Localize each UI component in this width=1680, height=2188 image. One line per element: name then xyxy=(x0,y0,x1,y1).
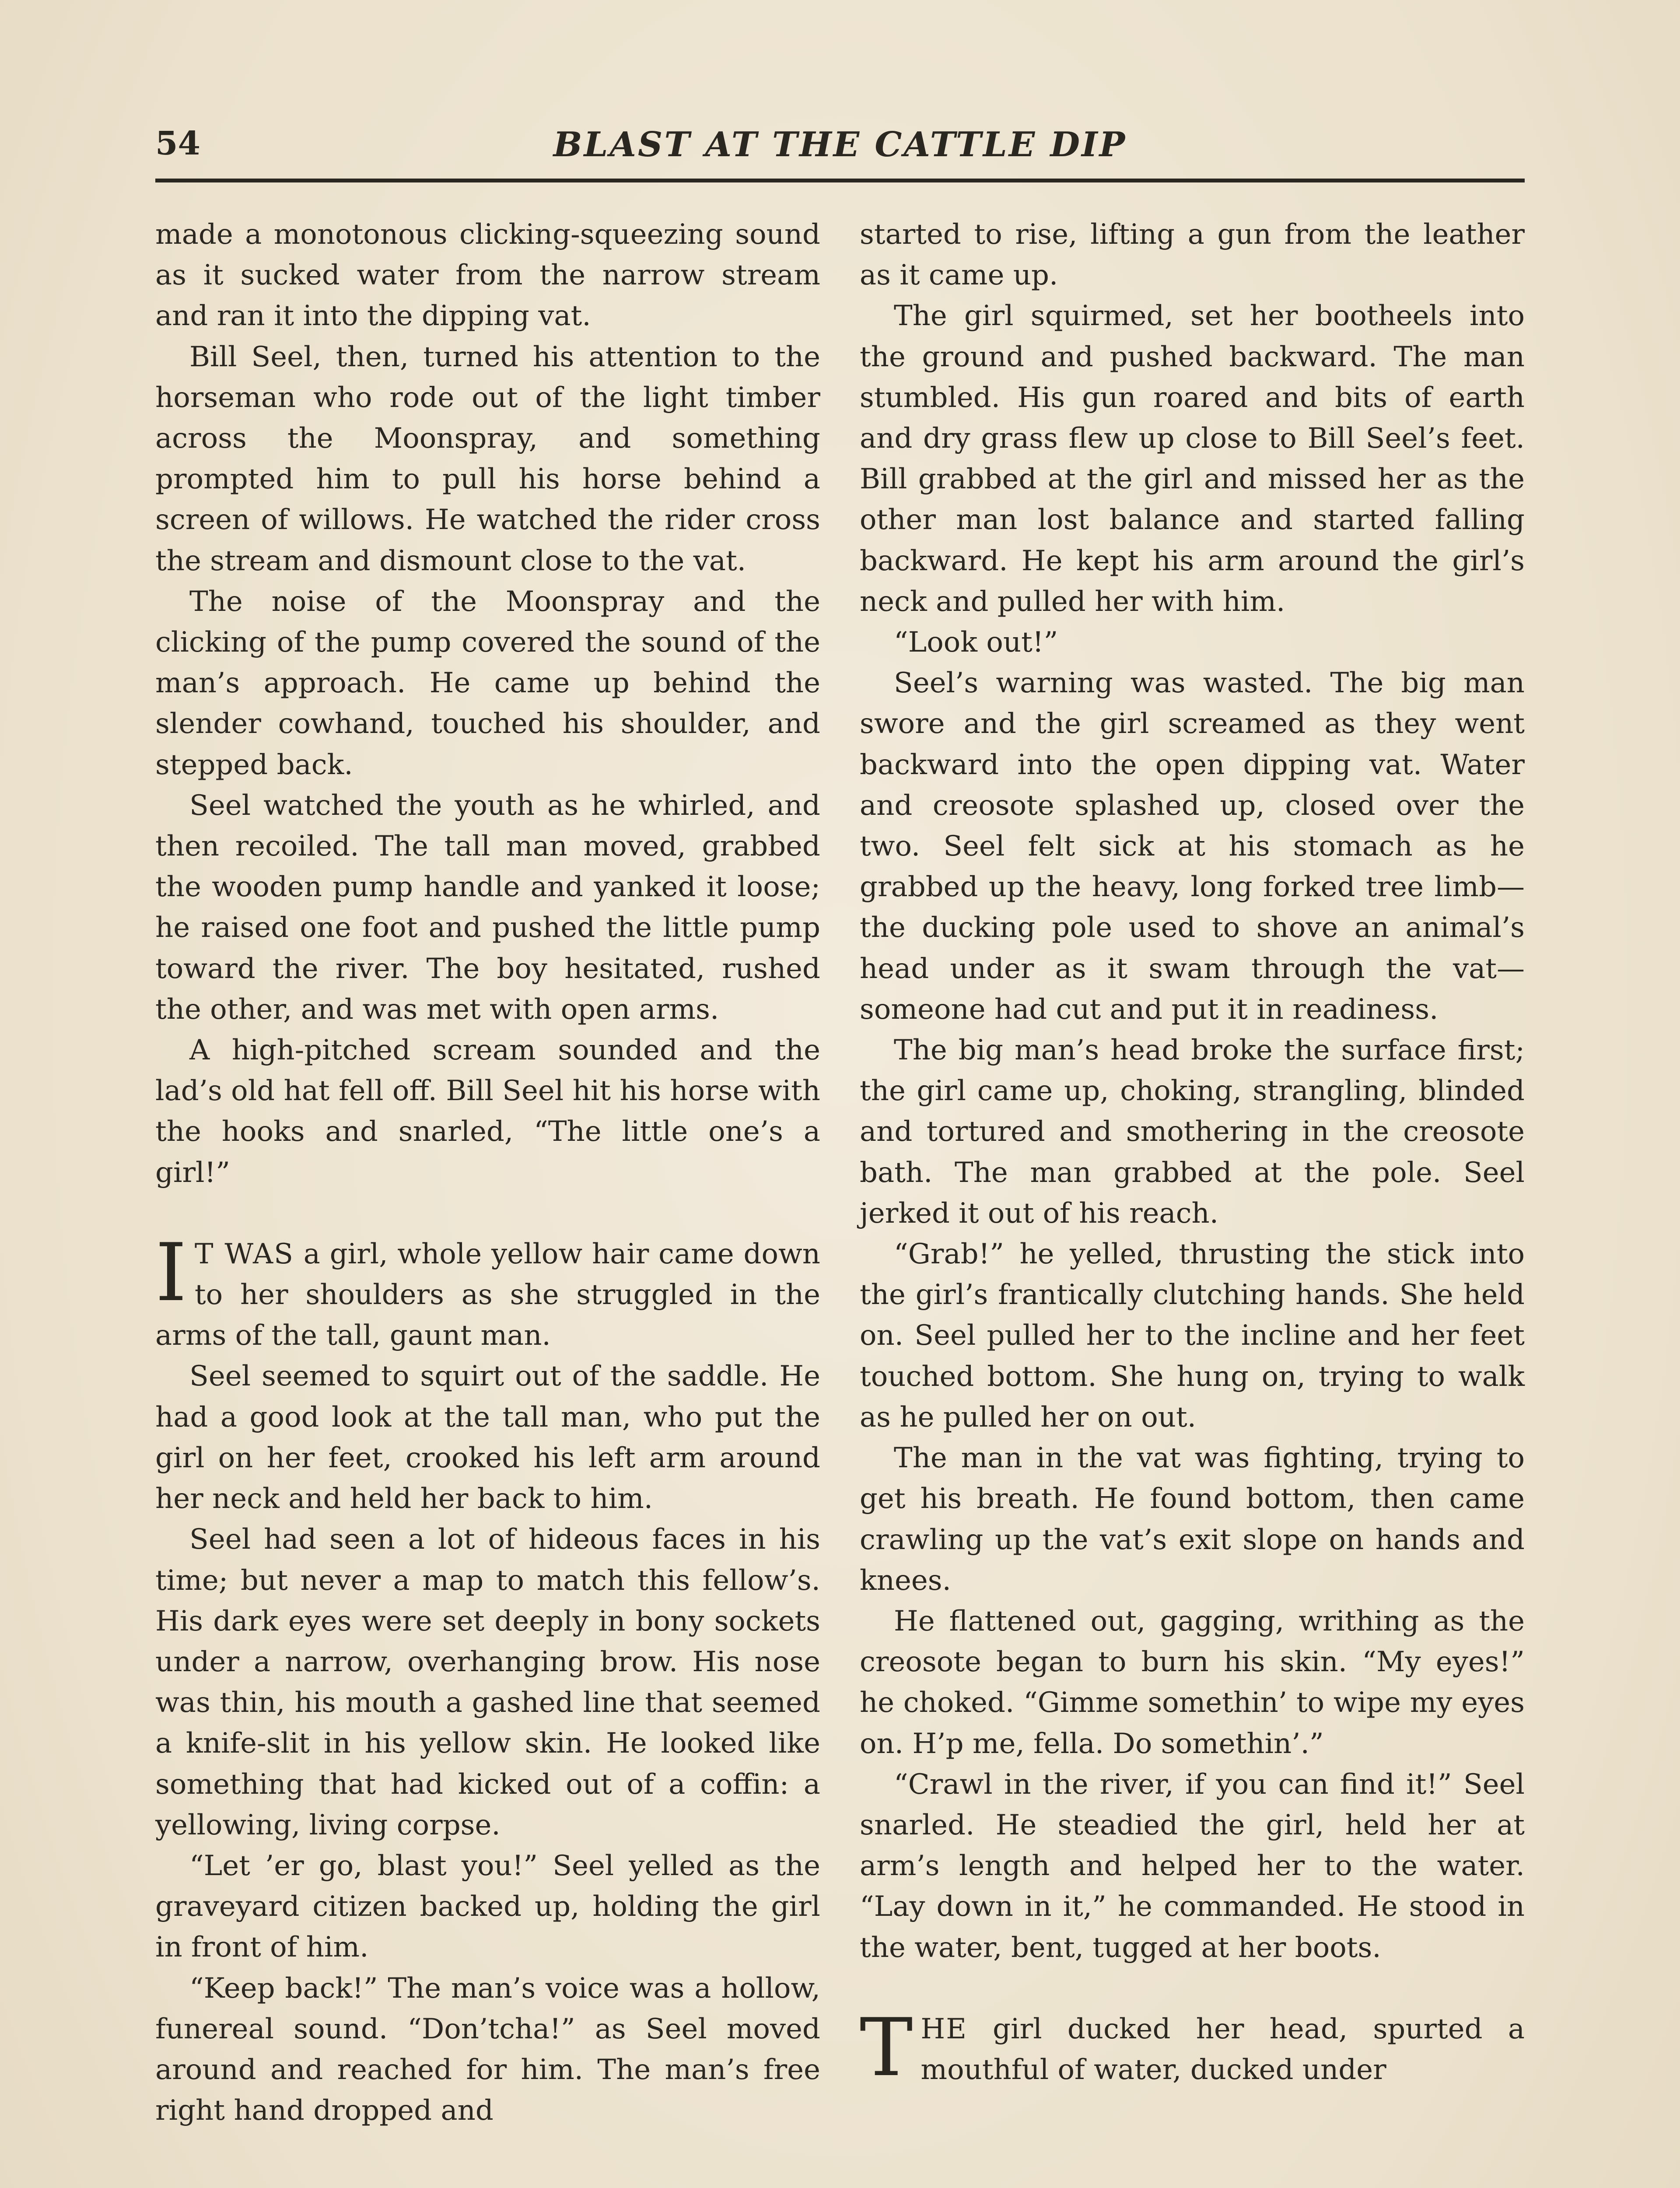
section-lead-words: HE xyxy=(920,2013,967,2045)
paragraph: “Look out!” xyxy=(894,626,1058,659)
section-opening-paragraph xyxy=(860,2001,1525,2094)
section-opening-paragraph xyxy=(155,1226,821,1357)
paragraph: He flattened out, gagging, writhing as the creosote began to burn his skin. “My eyes!” he choked. “Gimme somethin’ to wipe my eyes on. H’p me, fella. Do somethin’.” xyxy=(860,1605,1525,1760)
paragraph: “Grab!” he yelled, thrusting the stick into the girl’s frantically clutching hands. She held on. Seel pulled her to the incline and her feet touched bottom. She hung on, trying to walk as he pulled her on out. xyxy=(860,1238,1525,1434)
text-column-right xyxy=(860,214,1525,2094)
paragraph: The big man’s head broke the surface first; the girl came up, choking, strangling, blinded and tortured and smothering in the creosote bath. The man grabbed at the pole. Seel jerked it out of his reach. xyxy=(860,1034,1525,1230)
paragraph: “Keep back!” The man’s voice was a hollow, funereal sound. “Don’tcha!” as Seel moved around and reached for him. The man’s free right hand dropped and xyxy=(155,1972,820,2127)
header-rule xyxy=(155,179,1525,182)
paragraph: Seel’s warning was wasted. The big man swore and the girl screamed as they went backward into the open dipping vat. Water and creosote splashed up, closed over the two. Seel felt sick at his stomach as he grabbed up the heavy, long forked tree limb—the ducking pole used to shove an animal’s head under as it swam through the vat—someone had cut and put it in readiness. xyxy=(860,667,1525,1026)
paragraph: The girl squirmed, set her bootheels into the ground and pushed backward. The man stumbled. His gun roared and bits of earth and dry grass flew up close to Bill Seel’s feet. Bill grabbed at the girl and missed her as the other man lost balance and started falling backward. He kept his arm around the girl’s neck and pulled her with him. xyxy=(860,300,1525,618)
page-header xyxy=(155,125,1525,177)
paragraph: Bill Seel, then, turned his attention to the horseman who rode out of the light timber across the Moonspray, and something prompted him to pull his horse behind a screen of willows. He watched the rider cross the stream and dismount close to the vat. xyxy=(155,340,820,577)
paragraph: “Let ’er go, blast you!” Seel yelled as the graveyard citizen backed up, holding the girl in front of him. xyxy=(155,1849,820,1964)
drop-cap: I xyxy=(155,1226,187,1319)
paragraph: made a monotonous clicking-squeezing sound as it sucked water from the narrow stream and ran it into the dipping vat. xyxy=(155,218,820,333)
section-first-text: a girl, whole yellow hair came down to her shoulders as she struggled in the arms of the tall, gaunt man. xyxy=(155,1238,821,1352)
paragraph: Seel had seen a lot of hideous faces in his time; but never a map to match this fellow’s. His dark eyes were set deeply in bony sockets under a narrow, overhanging brow. His nose was thin, his mouth a gashed line that seemed a knife-slit in his yellow skin. He looked like something that had kicked out of a coffin: a yellowing, living corpse. xyxy=(155,1523,820,1841)
paragraph: Seel watched the youth as he whirled, and then recoiled. The tall man moved, grabbed the wooden pump handle and yanked it loose; he raised one foot and pushed the little pump toward the river. The boy hesitated, rushed the other, and was met with open arms. xyxy=(155,789,820,1026)
text-column-left xyxy=(155,214,820,2131)
paragraph: started to rise, lifting a gun from the leather as it came up. xyxy=(860,218,1525,292)
paragraph: The noise of the Moonspray and the clicking of the pump covered the sound of the man’s approach. He came up behind the slender cowhand, touched his shoulder, and stepped back. xyxy=(155,585,820,781)
section-first-text: girl ducked her head, spurted a mouthful of water, ducked under xyxy=(920,2013,1525,2086)
page-number: 54 xyxy=(155,125,200,162)
running-title: BLAST AT THE CATTLE DIP xyxy=(553,125,1127,165)
paragraph: The man in the vat was fighting, trying to get his breath. He found bottom, then came crawling up the vat’s exit slope on hands and knees. xyxy=(860,1442,1525,1597)
section-lead-words: T WAS xyxy=(194,1238,294,1270)
paragraph: A high-pitched scream sounded and the lad’s old hat fell off. Bill Seel hit his horse with the hooks and snarled, “The little one’s a girl!” xyxy=(155,1034,820,1189)
paragraph: “Crawl in the river, if you can find it!” Seel snarled. He steadied the girl, held her at arm’s length and helped her to the water. “Lay down in it,” he commanded. He stood in the water, bent, tugged at her boots. xyxy=(860,1768,1525,1964)
drop-cap: T xyxy=(860,2001,913,2094)
paragraph: Seel seemed to squirt out of the saddle. He had a good look at the tall man, who put the girl on her feet, crooked his left arm around her neck and held her back to him. xyxy=(155,1360,820,1515)
